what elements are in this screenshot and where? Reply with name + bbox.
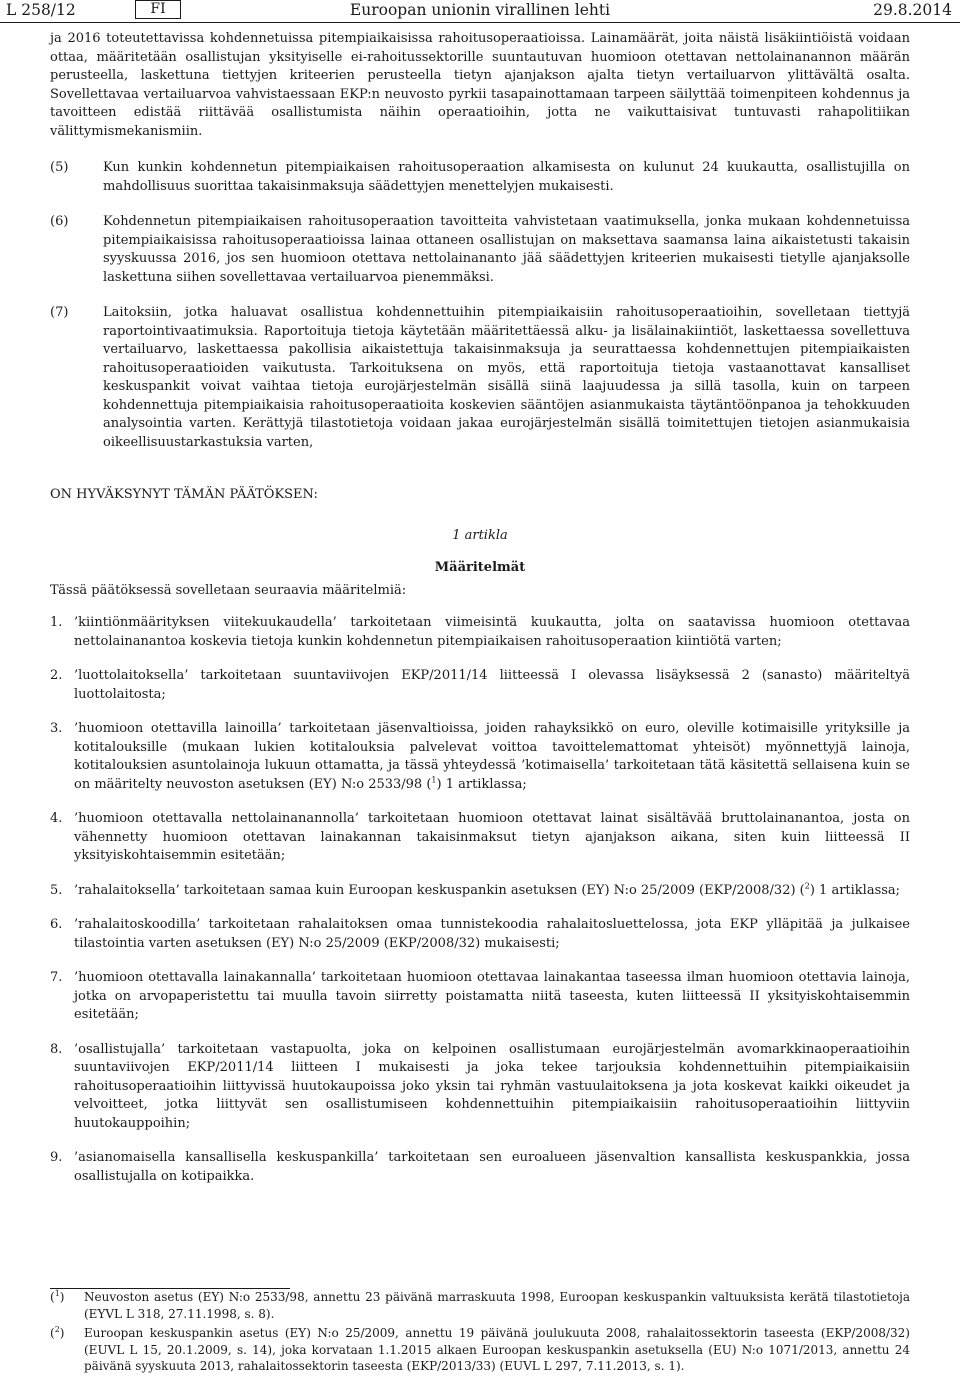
recital-number: (7)	[50, 305, 69, 320]
recital	[50, 159, 910, 196]
definition-item	[50, 667, 910, 704]
definition-text: ’asianomaisella kansallisella keskuspankilla’ tarkoitetaan sen euroalueen jäsenvaltion kansallista keskuspankkia, jossa osallistujalla on kotipaikka.	[74, 1150, 910, 1184]
footnotes	[50, 1289, 910, 1378]
definition-number: 7.	[50, 970, 63, 985]
definition-text: ’huomioon otettavalla nettolainanannolla’ tarkoitetaan huomioon otettavat lainat sisältävää bruttolainanantoa, josta on vähennetty huomioon otettavan lainakannan takaisinmaksut tietyn ajanjakson aikana, siten kuin liitteessä II yksityiskohtaisemmin esitetään;	[74, 811, 910, 863]
journal-title: Euroopan unionin virallinen lehti	[349, 1, 611, 19]
definition-number: 6.	[50, 917, 63, 932]
definition-item	[50, 614, 910, 651]
footnote	[50, 1325, 910, 1375]
definition-number: 5.	[50, 882, 63, 898]
adoption-statement: ON HYVÄKSYNYT TÄMÄN PÄÄTÖKSEN:	[50, 487, 318, 502]
language-box: FI	[135, 0, 181, 19]
footnote-marker: ($^1$)	[50, 1289, 65, 1304]
footnote-text: Neuvoston asetus (EY) N:o 2533/98, annettu 23 päivänä marraskuuta 1998, Euroopan keskuspankin valtuuksista kerätä tilastotietoja (EYVL L 318, 27.11.1998, s. 8).	[84, 1290, 910, 1321]
definition-item	[50, 810, 910, 866]
definition-text: ’osallistujalla’ tarkoitetaan vastapuolta, joka on kelpoinen osallistumaan eurojärjestelmän avomarkkinaoperaatioihin suuntaviivojen EKP/2011/14 liitteen I mukaisesti ja joka tekee tarjouksia kohdennettuihin pitempiaikaisiin rahoitusoperaatioihin liittyvissä huutokaupoissa joko yksin tai ryhmän vastuulaitoksena ja jota koskevat kaikki oikeudet ja velvoitteet, jotka liittyvät sen osallistumiseen kohdennettuihin pitempiaikaisiin rahoitusoperaatioihin liittyviin huutokauppoihin;	[74, 1041, 910, 1131]
recital-text: Kun kunkin kohdennetun pitempiaikaisen rahoitusoperaation alkamisesta on kulunut 24 kuukautta, osallistujilla on mahdollisuus suorittaa takaisinmaksuja säädettyjen menettelyjen mukaisesti.	[103, 160, 910, 194]
definition-number: 3.	[50, 721, 63, 736]
definition-item	[50, 1041, 910, 1134]
article-title: Määritelmät	[434, 560, 526, 575]
definition-text: ’luottolaitoksella’ tarkoitetaan suuntaviivojen EKP/2011/14 liitteessä I olevassa lisäyksessä 2 (sanasto) määriteltyä luottolaitosta;	[74, 668, 910, 702]
recital-number: (6)	[50, 214, 69, 229]
definition-number: 1.	[50, 615, 63, 630]
definition-item	[50, 720, 910, 794]
definition-number: 8.	[50, 1041, 63, 1057]
footnote-text: Euroopan keskuspankin asetus (EY) N:o 25/2009, annettu 19 päivänä joulukuuta 2008, rahalaitossektorin taseesta (EKP/2008/32) (EUVL L 15, 20.1.2009, s. 14), joka korvataan 1.1.2015 alkaen Euroopan keskuspankin asetuksella (EU) N:o 1071/2013, annettu 24 päivänä syyskuuta 2013, rahalaitossektorin taseesta (EKP/2013/33) (EUVL L 297, 7.11.2013, s. 1).	[84, 1326, 910, 1373]
document-body	[50, 30, 910, 1202]
page-reference: L 258/12	[6, 1, 76, 19]
definition-text: ’kiintiönmäärityksen viitekuukaudella’ tarkoitetaan viimeisintä kuukautta, jolta on saatavissa huomioon otettavaa nettolainanantoa koskevia tietoja kunkin kohdennetun pitempiaikaisen rahoitusoperaation kiintiötä varten;	[74, 615, 910, 649]
definition-item	[50, 882, 910, 901]
footnote-marker: ($^2$)	[50, 1325, 65, 1340]
recital	[50, 213, 910, 287]
definition-number: 2.	[50, 668, 63, 683]
footnote-reference[interactable]: 2	[804, 881, 810, 891]
definition-text: ’huomioon otettavilla lainoilla’ tarkoitetaan jäsenvaltioissa, joiden rahayksikkö on euro, oleville kotimaisille yrityksille ja kotitalouksille (mukaan lukien kotitalouksia palvelevat voittoa tavoittelemattomat yhteisöt) myönnettyjä lainoja, kotitalouksien asuntolainoja lukuun ottamatta, ja tässä yhteydessä ’kotimaisella’ tarkoitetaan tätä käsitettä sellaisena kuin se on määritelty neuvoston asetuksen (EY) N:o 2533/98 ($^1$) 1 artiklassa;	[74, 721, 910, 792]
header-rule	[0, 22, 960, 23]
footnote	[50, 1289, 910, 1322]
definition-text: ’rahalaitoksella’ tarkoitetaan samaa kuin Euroopan keskuspankin asetuksen (EY) N:o 25/2009 (EKP/2008/32) ($^2$) 1 artiklassa;	[74, 881, 901, 898]
article-number: 1 artikla	[452, 527, 508, 543]
page-header	[0, 0, 960, 24]
recital-number: (5)	[50, 160, 69, 175]
definition-text: ’rahalaitoskoodilla’ tarkoitetaan rahalaitoksen omaa tunnistekoodia rahalaitosluettelossa, jota EKP ylläpitää ja julkaisee tilastointia varten asetuksen (EY) N:o 25/2009 (EKP/2008/32) mukaisesti;	[74, 917, 910, 951]
definition-item	[50, 969, 910, 1025]
definition-number: 4.	[50, 811, 63, 826]
continuation-paragraph: ja 2016 toteutettavissa kohdennetuissa pitempiaikaisissa rahoitusoperaatioissa. Lainamäärät, joita näistä lisäkiintiöistä voidaan ottaa, määritetään osallistujan yksityiselle ei-rahoitussektorille suuntautuvan huomioon otettavan nettolainanannon määrän perusteella, laskettuna tiettyjen kriteerien perusteella tietyn ajanjakson ajalta tietyn vertailuarvon ylittävältä osalta. Sovellettavaa vertailuarvoa vahvistaessaan EKP:n neuvosto pyrkii tasapainottamaan tarpeen säilyttää toimenpiteen kohdennus ja tavoitteen edistää riittävää osallistumista näihin operaatioihin, jotta ne vaikuttaisivat tuntuvasti rahapolitiikan välittymismekanismiin.	[50, 31, 910, 139]
recital	[50, 304, 910, 452]
definition-number: 9.	[50, 1150, 63, 1165]
publication-date: 29.8.2014	[873, 1, 952, 19]
article-intro: Tässä päätöksessä sovelletaan seuraavia määritelmiä:	[50, 582, 407, 598]
definition-text: ’huomioon otettavalla lainakannalla’ tarkoitetaan huomioon otettavaa lainakantaa taseessa ilman huomioon otettavia lainoja, jotka on arvopaperistettu tai muulla tavoin siirretty poistamatta niitä taseesta, kuten liitteessä II yksityiskohtaisemmin esitetään;	[74, 970, 910, 1022]
definition-item	[50, 1149, 910, 1186]
recital-text: Kohdennetun pitempiaikaisen rahoitusoperaation tavoitteita vahvistetaan vaatimuksella, jonka mukaan kohdennetuissa pitempiaikaisissa rahoitusoperaatioissa lainaa ottaneen osallistujan on maksettava saamansa laina aikaistetusti takaisin syyskuussa 2016, jos sen huomioon otettava nettolainananto jää säädettyjen kriteerien mukaisesti tietylle ajanjaksolle laskettuna siihen sovellettavaa vertailuarvoa pienemmäksi.	[103, 214, 910, 285]
recital-text: Laitoksiin, jotka haluavat osallistua kohdennettuihin pitempiaikaisiin rahoitusoperaatioihin, sovelletaan tiettyjä raportointivaatimuksia. Raportoituja tietoja käytetään määritettäessä alku- ja lisälainakiintiöt, laskettaessa sovellettuva vertailuarvo, laskettaessa pakollisia aikaistettuja takaisinmaksuja ja seurattaessa kohdennettujen pitempiaikaisten rahoitusoperaatioiden vaikutusta. Tarkoituksena on myös, että raportoituja tietoja vastaanottavat kansalliset keskuspankit voivat vaihtaa tietoja eurojärjestelmän sisällä siinä laajuudessa ja sillä tasolla, kuin on tarpeen kohdennettuja pitempiaikaisia rahoitusoperaatioita koskevien sääntöjen asianmukaista täytäntöönpanoa ja tehokkuuden analysointia varten. Kerättyjä tilastotietoja voidaan jakaa eurojärjestelmän sisällä toimitettujen tietojen asianmukaisia oikeellisuustarkastuksia varten,	[103, 305, 910, 450]
footnote-reference[interactable]: 1	[431, 775, 437, 785]
definition-item	[50, 916, 910, 953]
